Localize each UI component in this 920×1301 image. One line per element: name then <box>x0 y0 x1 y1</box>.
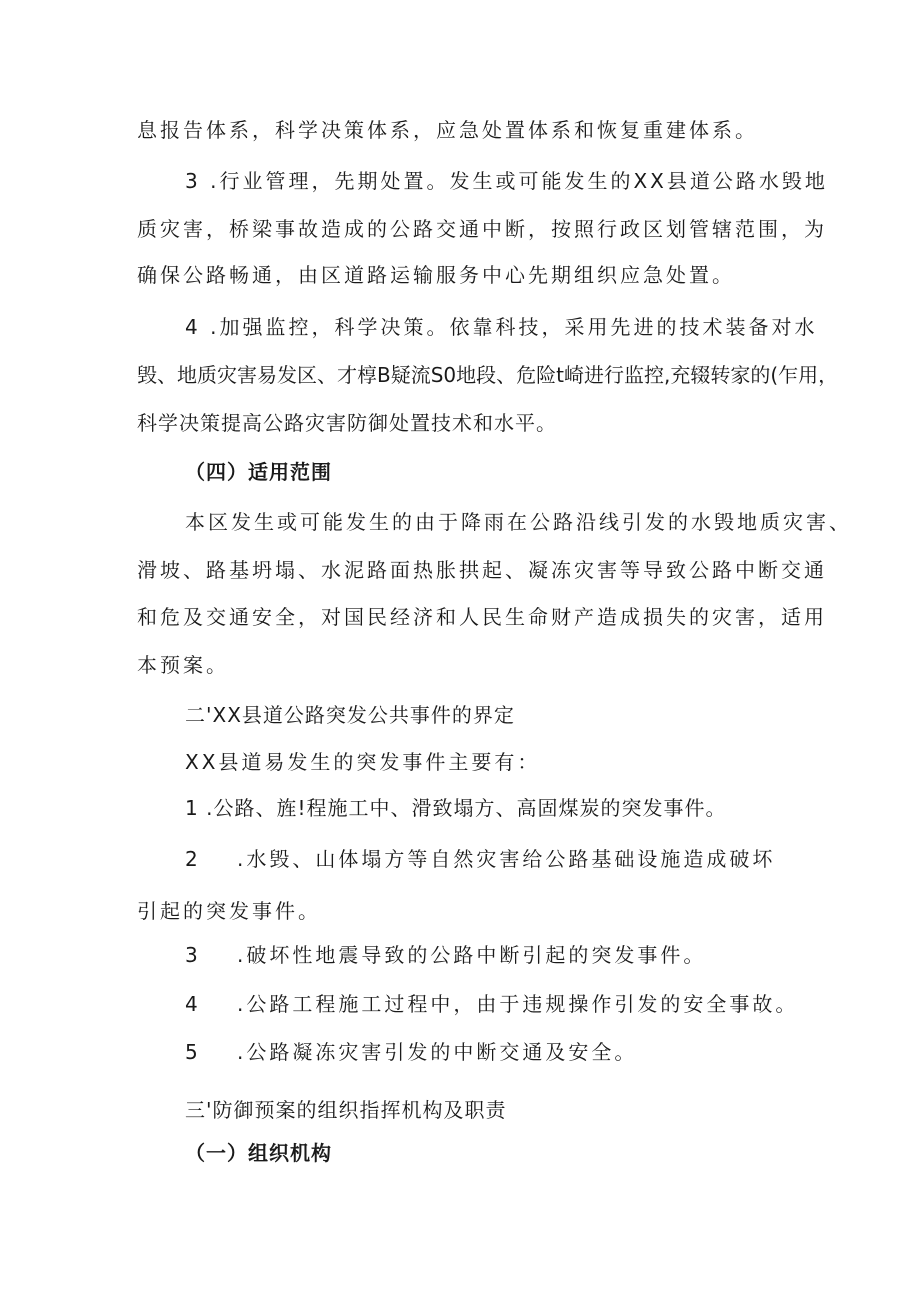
list-item-text: .公路工程施工过程中，由于违规操作引发的安全事故。 <box>237 992 799 1016</box>
section-heading: 三'防御预案的组织指挥机构及职责 <box>185 1098 507 1122</box>
text-line: 质灾害，桥梁事故造成的公路交通中断，按照行政区划管辖范围，为 <box>137 217 827 241</box>
text-line: 3 .行业管理，先期处置。发生或可能发生的XX县道公路水毁地 <box>185 169 828 193</box>
text-line: 息报告体系，科学决策体系，应急处置体系和恢复重建体系。 <box>137 118 758 142</box>
list-item-text: .水毁、山体塌方等自然灾害给公路基础设施造成破坏 <box>237 847 776 871</box>
list-item <box>185 990 798 1018</box>
list-item: 1 .公路、旌!程施工中、滑致塌方、高固煤炭的突发事件。 <box>185 796 727 820</box>
list-item <box>185 1038 637 1066</box>
list-item-number: 3 <box>185 943 201 967</box>
text-line: 科学决策提高公路灾害防御处置技术和水平。 <box>137 411 557 435</box>
text-line: 引起的突发事件。 <box>137 899 321 923</box>
section-heading: （一）组织机构 <box>185 1141 332 1165</box>
section-heading: 二'XX县道公路突发公共事件的界定 <box>185 703 515 727</box>
text-line: 4 .加强监控，科学决策。依靠科技，采用先进的技术装备对水 <box>185 315 818 339</box>
list-item <box>185 941 706 969</box>
list-item-text: .破坏性地震导致的公路中断引起的突发事件。 <box>237 943 707 967</box>
text-line: 滑坡、路基坍塌、水泥路面热胀拱起、凝冻灾害等导致公路中断交通 <box>137 558 827 582</box>
list-item-number: 4 <box>185 992 201 1016</box>
list-item-number: 2 <box>185 847 201 871</box>
list-item-number: 5 <box>185 1040 201 1064</box>
text-line: XX县道易发生的突发事件主要有： <box>185 750 541 774</box>
text-line: 和危及交通安全，对国民经济和人民生命财产造成损失的灾害，适用 <box>137 605 827 629</box>
text-line: 本预案。 <box>137 653 229 677</box>
list-item-text: .公路凝冻灾害引发的中断交通及安全。 <box>237 1040 638 1064</box>
text-line: 本区发生或可能发生的由于降雨在公路沿线引发的水毁地质灾害、 <box>185 510 852 534</box>
section-heading: （四）适用范围 <box>185 460 332 484</box>
list-item <box>185 845 775 873</box>
text-line: 毁、地质灾害易发区、才椁B疑流S0地段、危险t崎进行监控,充辍转家的(乍用， <box>137 363 839 387</box>
text-line: 确保公路畅通，由区道路运输服务中心先期组织应急处置。 <box>137 263 735 287</box>
